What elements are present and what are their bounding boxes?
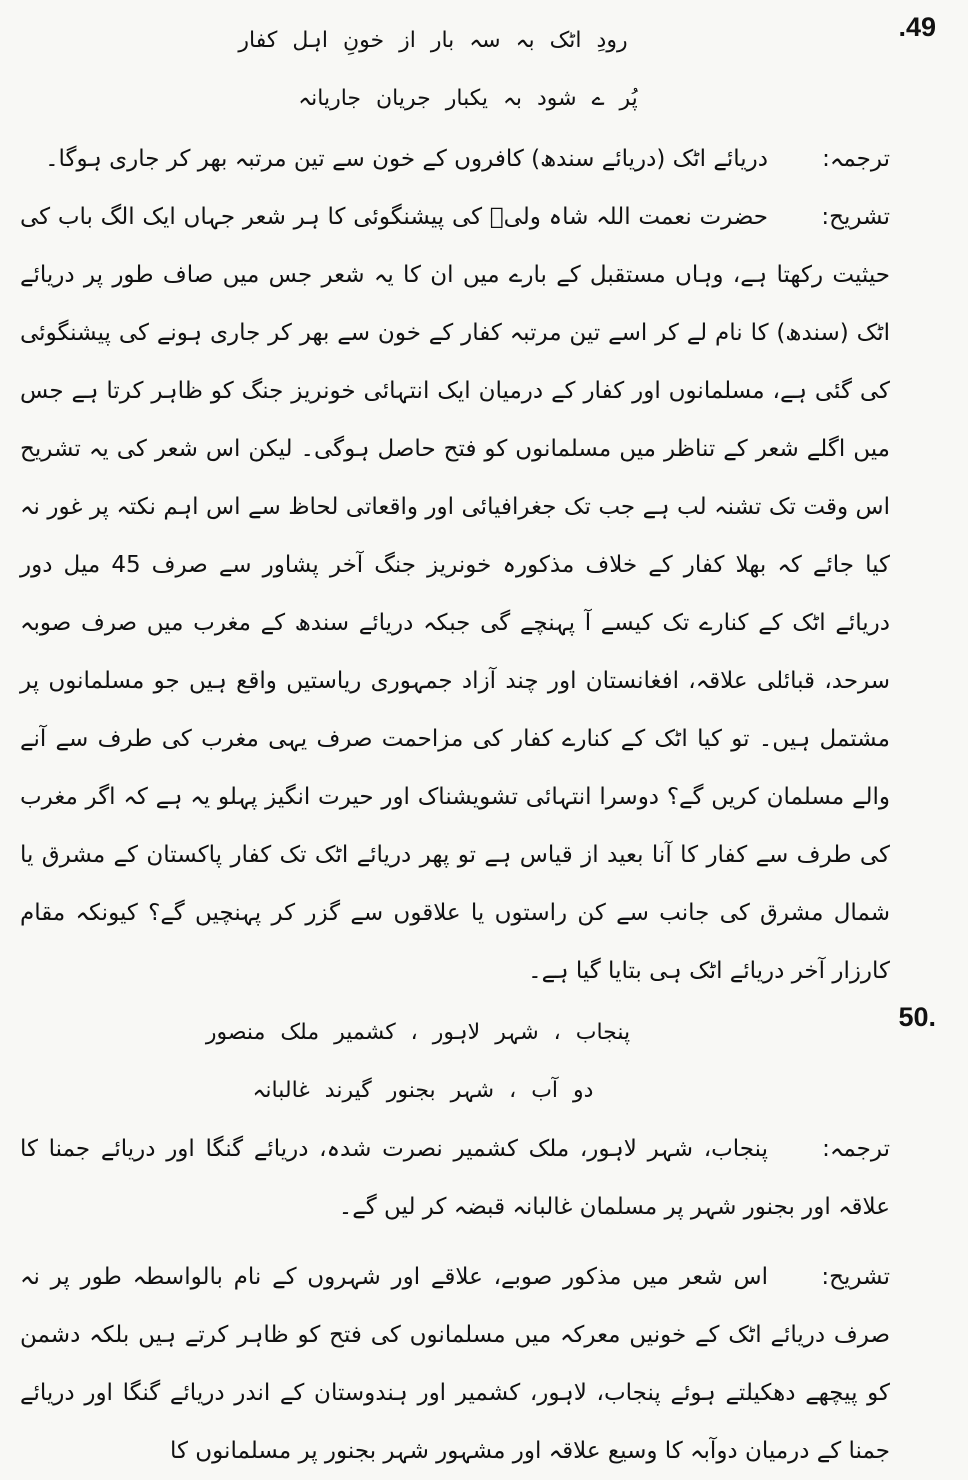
verse-number-49: .49 <box>898 12 936 42</box>
verse-49 <box>20 12 936 128</box>
verse-49-line-2: پُر ے شود بہ یکبار جریان جاریانہ <box>298 86 638 111</box>
commentary-50 <box>20 1248 936 1480</box>
commentary-label: تشریح: <box>821 1264 890 1290</box>
translation-label: ترجمہ: <box>822 1136 890 1162</box>
commentary-50-text: اس شعر میں مذکور صوبے، علاقے اور شہروں کے نام بالواسطہ طور پر نہ صرف دریائے اٹک کے خونیں معرکہ میں مسلمانوں کی فتح کو ظاہر کرتے ہیں بلکہ دشمن کو پیچھے دھکیلتے ہوئے پنجاب، لاہور، کشمیر اور ہندوستان کے اندر دریائے گنگا اور دریائے جمنا کے درمیان دوآبہ کا وسیع علاقہ اور مشہور شہر بجنور پر مسلمانوں کا <box>20 1264 890 1464</box>
translation-50-text: پنجاب، شہر لاہور، ملک کشمیر نصرت شدہ، دریائے گنگا اور دریائے جمنا کا علاقہ اور بجنور شہر پر مسلمان غالبانہ قبضہ کر لیں گے۔ <box>20 1136 890 1220</box>
verse-50-line-1: پنجاب ، شہر لاہور ، کشمیر ملک منصور <box>205 1020 631 1045</box>
commentary-label: تشریح: <box>821 204 890 230</box>
verse-50 <box>20 1004 936 1120</box>
verse-number-50: 50. <box>898 1002 936 1032</box>
verse-49-line-1: رودِ اٹک بہ سہ بار از خونِ اہل کفار <box>238 28 628 53</box>
translation-label: ترجمہ: <box>822 146 890 172</box>
commentary-49 <box>20 188 936 1000</box>
translation-50 <box>20 1120 936 1236</box>
translation-49 <box>20 130 936 188</box>
translation-49-text: دریائے اٹک (دریائے سندھ) کافروں کے خون سے تین مرتبہ بھر کر جاری ہوگا۔ <box>45 146 768 172</box>
verse-50-line-2: دو آب ، شہر بجنور گیرند غالبانہ <box>252 1078 594 1103</box>
commentary-49-text: حضرت نعمت اللہ شاہ ولیؒ کی پیشنگوئی کا ہر شعر جہاں ایک الگ باب کی حیثیت رکھتا ہے، وہاں مستقبل کے بارے میں ان کا یہ شعر جس میں صاف طور پر دریائے اٹک (سندھ) کا نام لے کر اسے تین مرتبہ کفار کے خون سے بھر کر جاری ہونے کی پیشنگوئی کی گئی ہے، مسلمانوں اور کفار کے درمیان ایک انتہائی خونریز جنگ کو ظاہر کرتا ہے جس میں اگلے شعر کے تناظر میں مسلمانوں کو فتح حاصل ہوگی۔ لیکن اس شعر کی یہ تشریح اس وقت تک تشنہ لب ہے جب تک جغرافیائی اور واقعاتی لحاظ سے اس اہم نکتہ پر غور نہ کیا جائے کہ بھلا کفار کے خلاف مذکورہ خونریز جنگ آخر پشاور سے صرف 45 میل دور دریائے اٹک کے کنارے تک کیسے آ پہنچے گی جبکہ دریائے سندھ کے مغرب میں صرف صوبہ سرحد، قبائلی علاقہ، افغانستان اور چند آزاد جمہوری ریاستیں واقع ہیں جو مسلمانوں پر مشتمل ہیں۔ تو کیا اٹک کے کنارے کفار کی مزاحمت صرف یہی مغرب کی طرف سے آنے والے مسلمان کریں گے؟ دوسرا انتہائی تشویشناک اور حیرت انگیز پہلو یہ ہے کہ اگر مغرب کی طرف سے کفار کا آنا بعید از قیاس ہے تو پھر دریائے اٹک تک کفار پاکستان کے مشرق یا شمال مشرق کی جانب سے کن راستوں یا علاقوں سے گزر کر پہنچیں گے؟ کیونکہ مقام کارزار آخر دریائے اٹک ہی بتایا گیا ہے۔ <box>20 204 890 984</box>
